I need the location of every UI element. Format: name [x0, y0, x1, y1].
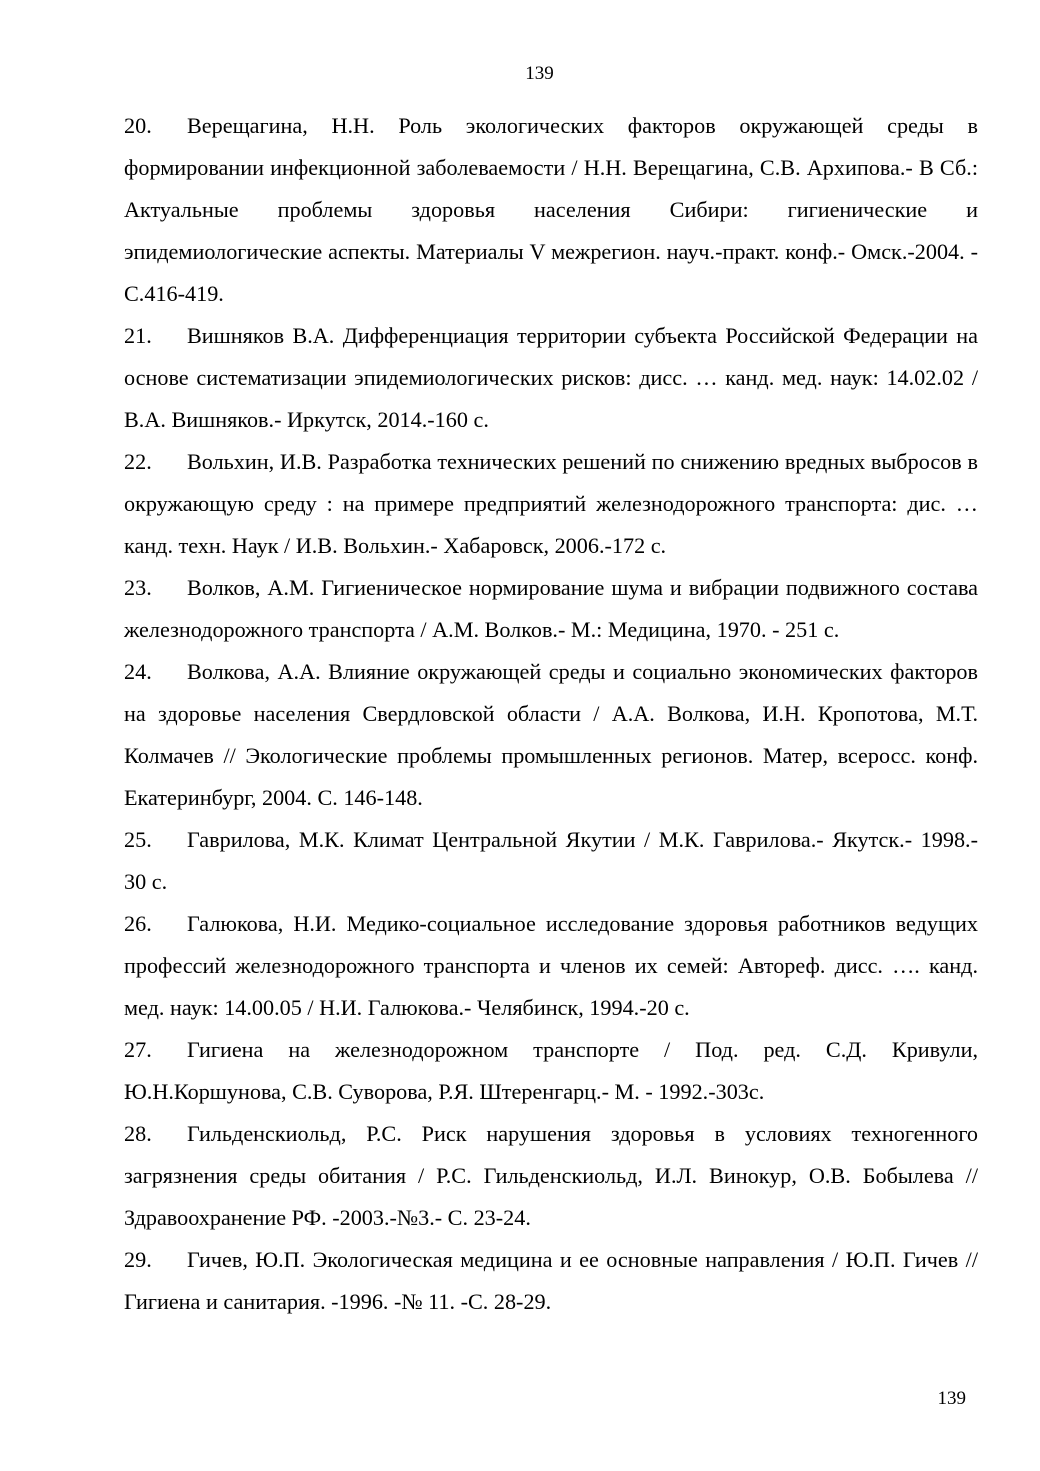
reference-item — [124, 1029, 978, 1113]
reference-item — [124, 567, 978, 651]
reference-text: Гичев, Ю.П. Экологическая медицина и ее основные направления / Ю.П. Гичев // Гигиена и санитария. -1996. -№ 11. -С. 28-29. — [124, 1247, 978, 1314]
reference-text: Верещагина, Н.Н. Роль экологических факторов окружающей среды в формировании инфекционной заболеваемости / Н.Н. Верещагина, С.В. Архипова.- В Сб.: Актуальные проблемы здоровья населения Сибири: гигиенические и эпидемиологические аспекты. Материалы V межрегион. науч.-практ. конф.- Омск.-2004. - С.416-419. — [124, 113, 978, 306]
reference-number: 25. — [124, 827, 152, 852]
reference-text: Гильденскиольд, Р.С. Риск нарушения здоровья в условиях техногенного загрязнения среды обитания / Р.С. Гильденскиольд, И.Л. Винокур, О.В. Бобылева // Здравоохранение РФ. -2003.-№3.- С. 23-24. — [124, 1121, 978, 1230]
reference-text: Вольхин, И.В. Разработка технических решений по снижению вредных выбросов в окружающую среду : на примере предприятий железнодорожного транспорта: дис. … канд. техн. Наук / И.В. Вольхин.- Хабаровск, 2006.-172 с. — [124, 449, 978, 558]
reference-item — [124, 1239, 978, 1323]
reference-item — [124, 105, 978, 315]
reference-text: Волков, А.М. Гигиеническое нормирование шума и вибрации подвижного состава железнодорожного транспорта / А.М. Волков.- М.: Медицина, 1970. - 251 с. — [124, 575, 978, 642]
reference-text: Галюкова, Н.И. Медико-социальное исследование здоровья работников ведущих профессий железнодорожного транспорта и членов их семей: Автореф. дисс. …. канд. мед. наук: 14.00.05 / Н.И. Галюкова.- Челябинск, 1994.-20 с. — [124, 911, 978, 1020]
reference-number: 26. — [124, 911, 152, 936]
reference-item — [124, 441, 978, 567]
reference-item — [124, 819, 978, 903]
reference-number: 29. — [124, 1247, 152, 1272]
reference-text: Гаврилова, М.К. Климат Центральной Якутии / М.К. Гаврилова.- Якутск.- 1998.- 30 с. — [124, 827, 978, 894]
reference-text: Вишняков В.А. Дифференциация территории субъекта Российской Федерации на основе систематизации эпидемиологических рисков: дисс. … канд. мед. наук: 14.02.02 / В.А. Вишняков.- Иркутск, 2014.-160 с. — [124, 323, 978, 432]
reference-item — [124, 1113, 978, 1239]
reference-item — [124, 315, 978, 441]
reference-number: 28. — [124, 1121, 152, 1146]
page-number-header: 139 — [525, 63, 554, 84]
page-number-footer: 139 — [937, 1388, 966, 1409]
reference-number: 23. — [124, 575, 152, 600]
reference-text: Гигиена на железнодорожном транспорте / Под. ред. С.Д. Кривули, Ю.Н.Коршунова, С.В. Суворова, Р.Я. Штеренгарц.- М. - 1992.-303с. — [124, 1037, 978, 1104]
reference-number: 24. — [124, 659, 152, 684]
reference-list — [124, 105, 978, 1323]
reference-number: 21. — [124, 323, 152, 348]
reference-text: Волкова, А.А. Влияние окружающей среды и социально экономических факторов на здоровье населения Свердловской области / А.А. Волкова, И.Н. Кропотова, М.Т. Колмачев // Экологические проблемы промышленных регионов. Матер, всеросс. конф. Екатеринбург, 2004. С. 146-148. — [124, 659, 978, 810]
reference-number: 22. — [124, 449, 152, 474]
reference-number: 27. — [124, 1037, 152, 1062]
reference-item — [124, 903, 978, 1029]
reference-number: 20. — [124, 113, 152, 138]
reference-item — [124, 651, 978, 819]
